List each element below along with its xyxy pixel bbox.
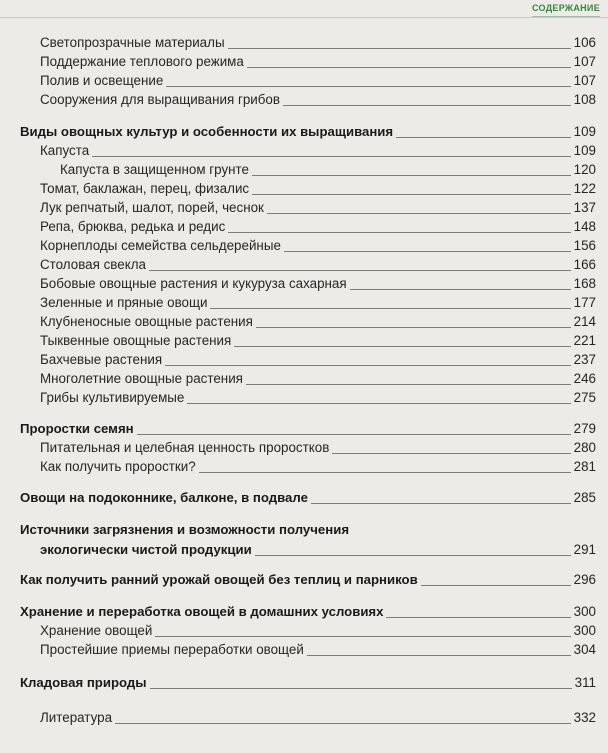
toc-entry-title: Виды овощных культур и особенности их выращивания bbox=[20, 124, 396, 140]
toc-entry-title: Капуста bbox=[40, 143, 92, 159]
toc-entry-page: 214 bbox=[571, 314, 596, 330]
toc-entry-page: 281 bbox=[571, 459, 596, 475]
toc-entry-page: 285 bbox=[571, 490, 596, 506]
toc-entry-title: Литература bbox=[40, 710, 115, 726]
toc-entry-title: Томат, баклажан, перец, физалис bbox=[40, 181, 252, 197]
toc-entry-title: Столовая свекла bbox=[40, 257, 149, 273]
toc-entry-page: 300 bbox=[571, 604, 596, 620]
toc-entry-title: Как получить ранний урожай овощей без теплиц и парников bbox=[20, 572, 421, 588]
toc-entry-title: Лук репчатый, шалот, порей, чеснок bbox=[40, 200, 267, 216]
toc-row[interactable] bbox=[0, 142, 608, 161]
toc-row[interactable] bbox=[0, 332, 608, 351]
toc-row[interactable] bbox=[0, 256, 608, 275]
toc-entry-page: 279 bbox=[571, 421, 596, 437]
toc-entry-title: Полив и освещение bbox=[40, 73, 166, 89]
toc-entry-page: 291 bbox=[571, 542, 596, 558]
toc-entry-title: Хранение овощей bbox=[40, 623, 155, 639]
toc-entry-page: 106 bbox=[571, 35, 596, 51]
toc-entry-page: 166 bbox=[571, 257, 596, 273]
toc-entry-page: 332 bbox=[571, 710, 596, 726]
toc-entry-page: 246 bbox=[571, 371, 596, 387]
toc-entry-title: Многолетние овощные растения bbox=[40, 371, 246, 387]
toc-entry-page: 237 bbox=[571, 352, 596, 368]
toc-row[interactable] bbox=[0, 622, 608, 641]
toc-row[interactable] bbox=[0, 313, 608, 332]
toc-row[interactable] bbox=[0, 641, 608, 660]
dot-leader bbox=[40, 723, 588, 724]
toc-row[interactable] bbox=[0, 237, 608, 256]
toc-entry-title: Грибы культивируемые bbox=[40, 390, 187, 406]
toc-entry-title: Хранение и переработка овощей в домашних условиях bbox=[20, 604, 386, 620]
toc-entry-page: 304 bbox=[571, 642, 596, 658]
toc-row-major[interactable] bbox=[0, 571, 608, 590]
toc-row-major[interactable] bbox=[0, 674, 608, 693]
toc-entry-page: 221 bbox=[571, 333, 596, 349]
toc-row-major[interactable] bbox=[0, 541, 608, 560]
toc-entry-title: Клубненосные овощные растения bbox=[40, 314, 256, 330]
toc-row[interactable] bbox=[0, 294, 608, 313]
toc-entry-page: 311 bbox=[572, 675, 596, 691]
toc-row[interactable] bbox=[0, 91, 608, 110]
toc-entry-page: 275 bbox=[571, 390, 596, 406]
toc-row[interactable] bbox=[0, 439, 608, 458]
toc-row[interactable] bbox=[0, 72, 608, 91]
toc-entry-title: Бахчевые растения bbox=[40, 352, 165, 368]
toc-row-major[interactable] bbox=[0, 420, 608, 439]
toc-entry-title: Простейшие приемы переработки овощей bbox=[40, 642, 307, 658]
toc-entry-page: 107 bbox=[571, 54, 596, 70]
toc-entry-title: Тыквенные овощные растения bbox=[40, 333, 234, 349]
toc-row[interactable] bbox=[0, 351, 608, 370]
toc-row[interactable] bbox=[0, 458, 608, 477]
toc-entry-title: Светопрозрачные материалы bbox=[40, 35, 228, 51]
toc-row-major[interactable] bbox=[0, 489, 608, 508]
toc-entry-title: Поддержание теплового режима bbox=[40, 54, 247, 70]
toc-entry-page: 120 bbox=[571, 162, 596, 178]
section-label: СОДЕРЖАНИЕ bbox=[532, 2, 600, 17]
toc-entry-title: Репа, брюква, редька и редис bbox=[40, 219, 228, 235]
toc-row[interactable] bbox=[0, 370, 608, 389]
toc-entry-title: Зеленные и пряные овощи bbox=[40, 295, 210, 311]
toc-entry-page: 300 bbox=[571, 623, 596, 639]
toc-entry-title: Бобовые овощные растения и кукуруза сахарная bbox=[40, 276, 350, 292]
toc-entry-title: Сооружения для выращивания грибов bbox=[40, 92, 283, 108]
toc-entry-title: экологически чистой продукции bbox=[40, 542, 255, 558]
toc-row[interactable] bbox=[0, 199, 608, 218]
toc-entry-title: Овощи на подоконнике, балконе, в подвале bbox=[20, 490, 311, 506]
toc-row[interactable] bbox=[0, 709, 608, 728]
toc-entry-page: 122 bbox=[571, 181, 596, 197]
toc-entry-title: Питательная и целебная ценность проростков bbox=[40, 440, 332, 456]
toc-row[interactable] bbox=[0, 34, 608, 53]
toc-entry-page: 109 bbox=[571, 124, 596, 140]
toc-row[interactable] bbox=[0, 389, 608, 408]
toc-entry-page: 168 bbox=[571, 276, 596, 292]
toc-row[interactable] bbox=[0, 180, 608, 199]
toc-entry-title: Кладовая природы bbox=[20, 675, 150, 691]
toc-entry-page: 280 bbox=[571, 440, 596, 456]
toc-row-major[interactable] bbox=[0, 123, 608, 142]
toc-entry-page: 148 bbox=[571, 219, 596, 235]
toc-entry-page: 109 bbox=[571, 143, 596, 159]
toc-entry-title: Корнеплоды семейства сельдерейные bbox=[40, 238, 284, 254]
toc-entry-page: 108 bbox=[571, 92, 596, 108]
toc-entry-page: 177 bbox=[571, 295, 596, 311]
toc-row-major[interactable] bbox=[0, 603, 608, 622]
toc-entry-page: 156 bbox=[571, 238, 596, 254]
toc-entry-page: 296 bbox=[571, 572, 596, 588]
toc-entry-title-continued: Источники загрязнения и возможности получения bbox=[20, 522, 350, 537]
toc-row[interactable] bbox=[0, 53, 608, 72]
toc-row[interactable] bbox=[0, 275, 608, 294]
toc-entry-page: 137 bbox=[571, 200, 596, 216]
toc-entry-title: Проростки семян bbox=[20, 421, 137, 437]
toc-entry-title: Как получить проростки? bbox=[40, 459, 199, 475]
dot-leader bbox=[40, 156, 588, 157]
toc-entry-page: 107 bbox=[571, 73, 596, 89]
toc-entry-title: Капуста в защищенном грунте bbox=[60, 162, 252, 178]
toc-row[interactable] bbox=[0, 161, 608, 180]
toc-row[interactable] bbox=[0, 218, 608, 237]
